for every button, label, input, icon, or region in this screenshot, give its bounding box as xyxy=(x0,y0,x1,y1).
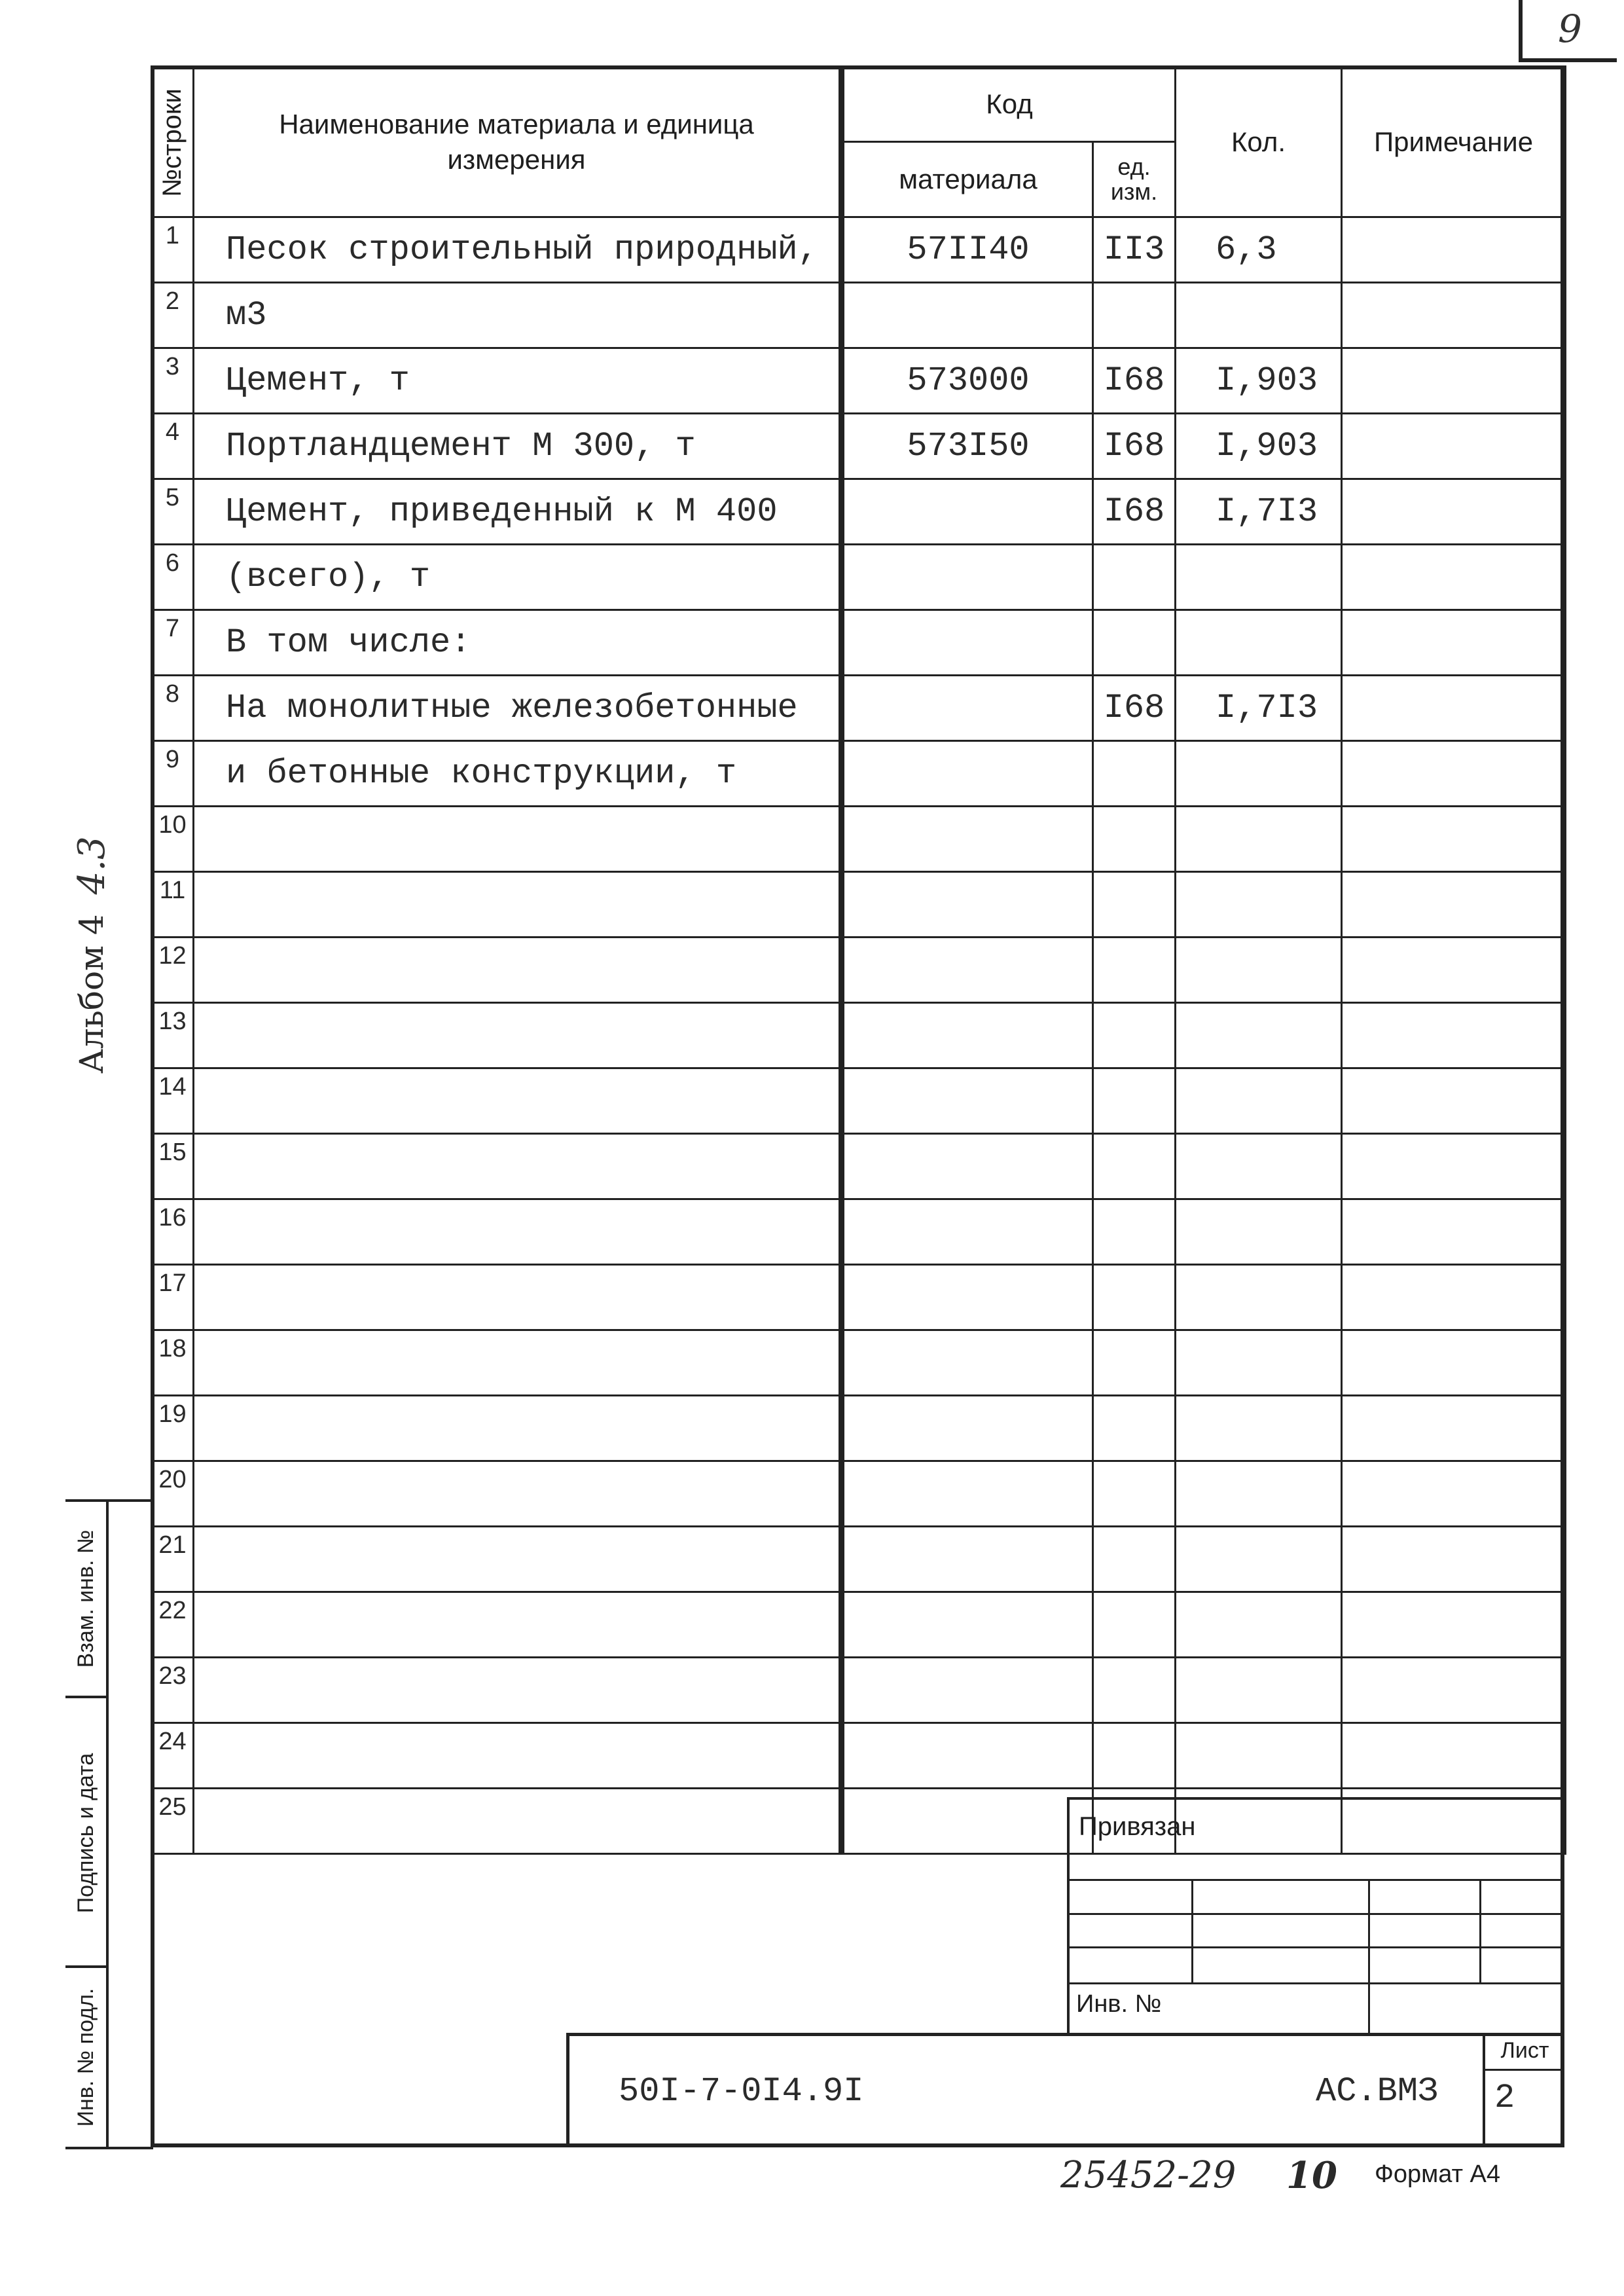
privyazan-label: Привязан xyxy=(1079,1812,1196,1841)
quantity-cell xyxy=(1176,545,1342,610)
table-row xyxy=(152,545,1566,610)
material-name-cell xyxy=(194,1330,842,1396)
note-cell xyxy=(1342,479,1566,545)
table-row xyxy=(152,1199,1566,1265)
note-cell xyxy=(1342,872,1566,938)
material-name-cell xyxy=(194,1003,842,1068)
material-name-cell xyxy=(194,1134,842,1199)
material-code-cell xyxy=(842,1330,1093,1396)
row-number-cell: 24 xyxy=(152,1723,194,1789)
material-name-cell: и бетонные конструкции, т xyxy=(194,741,842,807)
material-code-cell xyxy=(842,1592,1093,1658)
row-number-cell: 20 xyxy=(152,1461,194,1527)
table-row xyxy=(152,414,1566,479)
table-row xyxy=(152,1527,1566,1592)
unit-code-cell: I68 xyxy=(1093,676,1176,741)
quantity-cell xyxy=(1176,1068,1342,1134)
note-cell xyxy=(1342,1658,1566,1723)
note-cell xyxy=(1342,217,1566,283)
stamp-cell-podpis xyxy=(65,1696,109,1968)
material-code-cell xyxy=(842,1723,1093,1789)
note-cell xyxy=(1342,1134,1566,1199)
material-code-cell xyxy=(842,1658,1093,1723)
handwritten-code: 25452-29 xyxy=(1060,2154,1236,2196)
row-number-cell: 10 xyxy=(152,807,194,872)
material-name-cell xyxy=(194,1592,842,1658)
row-number-cell: 12 xyxy=(152,938,194,1003)
table-row xyxy=(152,1396,1566,1461)
unit-code-cell: I68 xyxy=(1093,479,1176,545)
unit-code-cell xyxy=(1093,283,1176,348)
table-row xyxy=(152,676,1566,741)
note-cell xyxy=(1342,1265,1566,1330)
material-code-cell xyxy=(842,1461,1093,1527)
table-row xyxy=(152,217,1566,283)
material-name-cell xyxy=(194,1723,842,1789)
material-name-cell xyxy=(194,1527,842,1592)
material-name-cell xyxy=(194,1789,842,1854)
material-code-cell xyxy=(842,283,1093,348)
material-name-cell: На монолитные железобетонные xyxy=(194,676,842,741)
row-number-cell: 16 xyxy=(152,1199,194,1265)
material-name-cell: (всего), т xyxy=(194,545,842,610)
unit-code-cell xyxy=(1093,807,1176,872)
album-label: Альбом 4 xyxy=(73,914,111,1074)
quantity-cell: 6,3 xyxy=(1176,217,1342,283)
note-cell xyxy=(1342,283,1566,348)
header-row-number: №строки xyxy=(152,67,194,217)
table-row xyxy=(152,807,1566,872)
material-name-cell: В том числе: xyxy=(194,610,842,676)
material-name-cell: Портландцемент М 300, т xyxy=(194,414,842,479)
header-code: Код xyxy=(842,67,1176,142)
material-code-cell xyxy=(842,938,1093,1003)
stamp-inv-podl-label: Инв. № подл. xyxy=(73,1988,98,2127)
material-name-cell xyxy=(194,938,842,1003)
title-grid-line xyxy=(1368,1879,1370,2033)
table-row xyxy=(152,283,1566,348)
table-row xyxy=(152,1592,1566,1658)
unit-code-cell xyxy=(1093,938,1176,1003)
title-grid-line xyxy=(1067,1879,1564,1881)
table-row xyxy=(152,1461,1566,1527)
table-row xyxy=(152,1330,1566,1396)
row-number-cell: 6 xyxy=(152,545,194,610)
material-code-cell xyxy=(842,872,1093,938)
quantity-cell xyxy=(1176,283,1342,348)
row-number-cell: 15 xyxy=(152,1134,194,1199)
row-number-cell: 8 xyxy=(152,676,194,741)
quantity-cell xyxy=(1176,1134,1342,1199)
quantity-cell: I,7I3 xyxy=(1176,676,1342,741)
material-name-cell: Цемент, приведенный к М 400 xyxy=(194,479,842,545)
row-number-cell: 17 xyxy=(152,1265,194,1330)
stamp-vzam-label: Взам. инв. № xyxy=(73,1529,98,1668)
note-cell xyxy=(1342,741,1566,807)
table-row xyxy=(152,938,1566,1003)
quantity-cell xyxy=(1176,1723,1342,1789)
row-number-cell: 4 xyxy=(152,414,194,479)
material-code-cell xyxy=(842,1068,1093,1134)
stamp-cell-vzam xyxy=(65,1502,109,1696)
material-code-cell xyxy=(842,1789,1093,1854)
header-quantity: Кол. xyxy=(1176,67,1342,217)
unit-code-cell xyxy=(1093,1527,1176,1592)
row-number-cell: 19 xyxy=(152,1396,194,1461)
unit-code-cell: II3 xyxy=(1093,217,1176,283)
material-code-cell xyxy=(842,1003,1093,1068)
title-grid-line xyxy=(1067,1982,1564,1984)
quantity-cell xyxy=(1176,1461,1342,1527)
material-code-cell xyxy=(842,807,1093,872)
unit-code-cell xyxy=(1093,1723,1176,1789)
materials-table-body xyxy=(152,217,1566,1854)
unit-code-cell xyxy=(1093,1330,1176,1396)
note-cell xyxy=(1342,348,1566,414)
note-cell xyxy=(1342,807,1566,872)
table-row xyxy=(152,741,1566,807)
row-number-cell: 7 xyxy=(152,610,194,676)
quantity-cell xyxy=(1176,610,1342,676)
table-row xyxy=(152,479,1566,545)
table-row xyxy=(152,1265,1566,1330)
quantity-cell xyxy=(1176,1527,1342,1592)
row-number-cell: 25 xyxy=(152,1789,194,1854)
note-cell xyxy=(1342,1330,1566,1396)
material-name-cell xyxy=(194,872,842,938)
table-row xyxy=(152,1134,1566,1199)
table-row xyxy=(152,1003,1566,1068)
unit-code-cell xyxy=(1093,741,1176,807)
unit-code-cell xyxy=(1093,1658,1176,1723)
sheet-box xyxy=(1483,2033,1564,2147)
note-cell xyxy=(1342,1396,1566,1461)
unit-code-cell xyxy=(1093,1068,1176,1134)
table-row xyxy=(152,1658,1566,1723)
note-cell xyxy=(1342,610,1566,676)
material-code-cell xyxy=(842,1396,1093,1461)
quantity-cell xyxy=(1176,1265,1342,1330)
album-mark xyxy=(65,759,118,1074)
title-grid-line xyxy=(1479,1879,1481,1982)
sheet-number: 2 xyxy=(1494,2079,1515,2117)
handwritten-number: 10 xyxy=(1286,2154,1337,2197)
header-note: Примечание xyxy=(1342,67,1566,217)
stamp-podpis-label: Подпись и дата xyxy=(73,1753,98,1914)
header-code-unit: ед. изм. xyxy=(1093,142,1176,217)
note-cell xyxy=(1342,1199,1566,1265)
row-number-cell: 21 xyxy=(152,1527,194,1592)
note-cell xyxy=(1342,1068,1566,1134)
material-code-cell xyxy=(842,1265,1093,1330)
material-name-cell xyxy=(194,1396,842,1461)
corner-horizontal-rule xyxy=(1519,58,1617,62)
material-code-cell: 573000 xyxy=(842,348,1093,414)
note-cell xyxy=(1342,1003,1566,1068)
row-number-cell: 18 xyxy=(152,1330,194,1396)
quantity-cell xyxy=(1176,1658,1342,1723)
material-name-cell: Цемент, т xyxy=(194,348,842,414)
sheet-label: Лист xyxy=(1485,2033,1564,2071)
quantity-cell: I,7I3 xyxy=(1176,479,1342,545)
unit-code-cell xyxy=(1093,610,1176,676)
title-grid-line xyxy=(1067,1913,1564,1915)
unit-code-cell xyxy=(1093,1396,1176,1461)
unit-code-cell: I68 xyxy=(1093,348,1176,414)
quantity-cell: I,903 xyxy=(1176,414,1342,479)
row-number-cell: 11 xyxy=(152,872,194,938)
material-code-cell xyxy=(842,1134,1093,1199)
material-name-cell xyxy=(194,1461,842,1527)
row-number-cell: 9 xyxy=(152,741,194,807)
format-label: Формат А4 xyxy=(1375,2160,1501,2188)
row-number-cell: 3 xyxy=(152,348,194,414)
inv-number-label: Инв. № xyxy=(1076,1990,1162,2018)
unit-code-cell xyxy=(1093,1199,1176,1265)
material-name-cell xyxy=(194,1199,842,1265)
unit-code-cell xyxy=(1093,1265,1176,1330)
header-material-name: Наименование материала и единица измерения xyxy=(194,67,842,217)
unit-code-cell xyxy=(1093,545,1176,610)
quantity-cell xyxy=(1176,872,1342,938)
table-row xyxy=(152,610,1566,676)
header-code-material: материала xyxy=(842,142,1093,217)
quantity-cell xyxy=(1176,938,1342,1003)
quantity-cell xyxy=(1176,741,1342,807)
material-name-cell xyxy=(194,1068,842,1134)
note-cell xyxy=(1342,414,1566,479)
unit-code-cell xyxy=(1093,1003,1176,1068)
row-number-cell: 13 xyxy=(152,1003,194,1068)
material-name-cell: Песок строительный природный, xyxy=(194,217,842,283)
row-number-cell: 5 xyxy=(152,479,194,545)
quantity-cell xyxy=(1176,1592,1342,1658)
unit-code-cell xyxy=(1093,872,1176,938)
unit-code-cell xyxy=(1093,1461,1176,1527)
material-code-cell xyxy=(842,479,1093,545)
material-name-cell xyxy=(194,807,842,872)
corner-vertical-rule xyxy=(1519,0,1523,62)
table-row xyxy=(152,348,1566,414)
material-name-cell xyxy=(194,1265,842,1330)
note-cell xyxy=(1342,1592,1566,1658)
row-number-cell: 22 xyxy=(152,1592,194,1658)
material-code-cell xyxy=(842,1527,1093,1592)
material-code-cell xyxy=(842,676,1093,741)
quantity-cell: I,903 xyxy=(1176,348,1342,414)
stamp-cell-inv-podl xyxy=(65,1965,109,2147)
note-cell xyxy=(1342,1461,1566,1527)
material-code-cell xyxy=(842,1199,1093,1265)
album-handwritten: 4.3 xyxy=(70,836,113,895)
table-row xyxy=(152,1723,1566,1789)
material-name-cell: м3 xyxy=(194,283,842,348)
table-row xyxy=(152,872,1566,938)
note-cell xyxy=(1342,1527,1566,1592)
note-cell xyxy=(1342,1723,1566,1789)
quantity-cell xyxy=(1176,807,1342,872)
material-code-cell: 573I50 xyxy=(842,414,1093,479)
material-code-cell xyxy=(842,545,1093,610)
row-number-cell: 2 xyxy=(152,283,194,348)
title-grid-line xyxy=(1191,1879,1193,1982)
quantity-cell xyxy=(1176,1199,1342,1265)
material-code-cell xyxy=(842,741,1093,807)
note-cell xyxy=(1342,545,1566,610)
unit-code-cell: I68 xyxy=(1093,414,1176,479)
row-number-cell: 14 xyxy=(152,1068,194,1134)
title-grid-line xyxy=(1067,1946,1564,1948)
material-code-cell: 57II40 xyxy=(842,217,1093,283)
page-number-corner xyxy=(1512,0,1617,62)
document-code: 50I-7-0I4.9I xyxy=(619,2072,864,2111)
document-mark: АС.ВМЗ xyxy=(1316,2072,1439,2111)
unit-code-cell xyxy=(1093,1134,1176,1199)
quantity-cell xyxy=(1176,1330,1342,1396)
row-number-cell: 1 xyxy=(152,217,194,283)
note-cell xyxy=(1342,676,1566,741)
page-number: 9 xyxy=(1558,7,1582,51)
materials-table xyxy=(151,65,1566,1855)
material-code-cell xyxy=(842,610,1093,676)
unit-code-cell xyxy=(1093,1592,1176,1658)
material-name-cell xyxy=(194,1658,842,1723)
quantity-cell xyxy=(1176,1396,1342,1461)
approval-stamp-strip xyxy=(65,1499,153,2149)
row-number-cell: 23 xyxy=(152,1658,194,1723)
note-cell xyxy=(1342,938,1566,1003)
quantity-cell xyxy=(1176,1003,1342,1068)
table-row xyxy=(152,1068,1566,1134)
